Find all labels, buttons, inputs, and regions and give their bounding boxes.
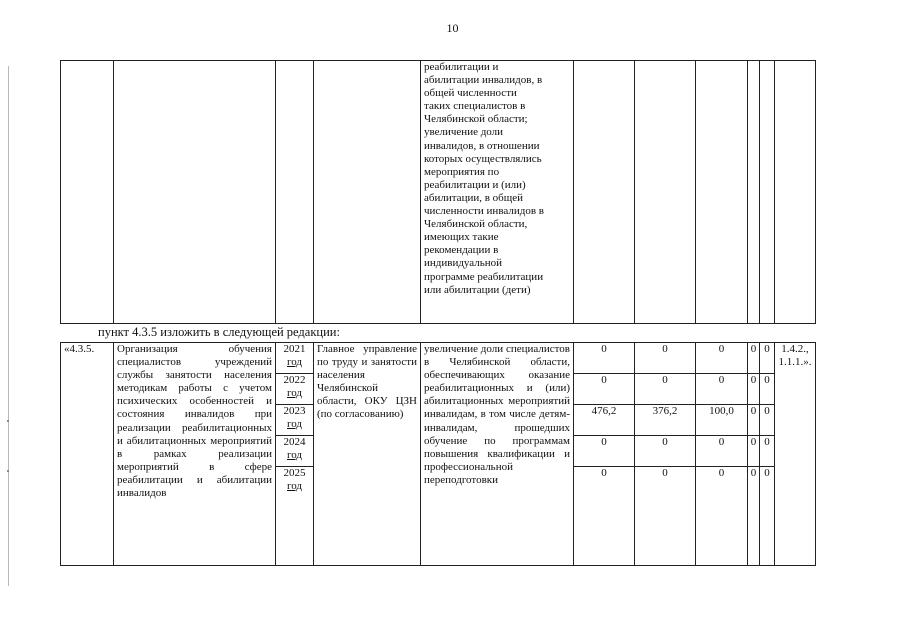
instruction-text: пункт 4.3.5 изложить в следующей редакции:	[98, 325, 340, 339]
value-other: 0	[760, 343, 775, 374]
indicator-line: увеличение доли	[424, 126, 504, 139]
scan-margin-line	[8, 66, 9, 586]
indicator-line: численности инвалидов в	[424, 205, 544, 218]
cell-other	[760, 61, 775, 324]
year-value: 2023	[283, 405, 306, 417]
year-cell	[276, 343, 314, 374]
value-regional: 0	[635, 436, 696, 467]
scan-dot	[7, 470, 9, 472]
activity-table	[60, 342, 816, 566]
indicator-line: абилитации инвалидов, в	[424, 74, 543, 87]
page-number: 10	[446, 21, 459, 35]
row-number: «4.3.5.	[61, 343, 114, 566]
year-cell	[276, 436, 314, 467]
value-regional: 0	[635, 343, 696, 374]
cell-executor	[314, 61, 421, 324]
executor-text: Главное управление по труду и занятости населения Челябинской области, ОКУ ЦЗН (по согласованию)	[314, 343, 421, 566]
indicator-line: общей численности	[424, 87, 517, 100]
table-row	[61, 343, 816, 374]
value-federal: 0	[696, 374, 748, 405]
cell-indicator	[421, 61, 574, 324]
reference-text: 1.4.2., 1.1.1.».	[775, 343, 816, 566]
activity-text: Организация обучения специалистов учреждений службы занятости населения методикам работы с учетом психических особенностей и состояния инвалидов при реализации реабилитационных и абилитационных мероприятий в рамках реализации мероприятий в сфере реабилитации и абилитации инвалидов	[114, 343, 276, 566]
value-federal: 0	[696, 436, 748, 467]
value-federal: 0	[696, 467, 748, 566]
year-cell	[276, 405, 314, 436]
cell-regional	[635, 61, 696, 324]
value-total: 0	[574, 374, 635, 405]
cell-total	[574, 61, 635, 324]
cell-activity	[114, 61, 276, 324]
value-other: 0	[760, 374, 775, 405]
value-regional: 0	[635, 467, 696, 566]
indicator-line: инвалидов, в отношении	[424, 139, 540, 152]
value-local: 0	[748, 343, 760, 374]
year-value: 2024	[283, 436, 306, 448]
cell-number	[61, 61, 114, 324]
value-local: 0	[748, 405, 760, 436]
cell-local	[748, 61, 760, 324]
indicator-line: или абилитации (дети)	[424, 283, 531, 296]
value-local: 0	[748, 467, 760, 566]
indicator-line: мероприятия по	[424, 165, 500, 178]
year-value: 2021	[283, 343, 306, 355]
year-cell	[276, 467, 314, 566]
value-other: 0	[760, 405, 775, 436]
indicator-line: программе реабилитации	[424, 270, 544, 283]
indicator-line: реабилитации и	[424, 61, 499, 73]
indicator-line: реабилитации и (или)	[424, 178, 526, 191]
cell-ref	[775, 61, 816, 324]
value-other: 0	[760, 467, 775, 566]
cell-federal	[696, 61, 748, 324]
value-total: 0	[574, 343, 635, 374]
indicator-line: индивидуальной	[424, 257, 503, 270]
value-regional: 0	[635, 374, 696, 405]
indicator-line: имеющих такие	[424, 231, 499, 244]
year-value: 2022	[283, 374, 306, 386]
value-total: 0	[574, 436, 635, 467]
indicator-line: Челябинской области,	[424, 218, 528, 231]
cell-year	[276, 61, 314, 324]
value-total: 0	[574, 467, 635, 566]
continued-table	[60, 60, 816, 324]
year-unit: год	[286, 418, 303, 430]
indicator-line: которых осуществлялись	[424, 152, 542, 165]
value-total: 476,2	[574, 405, 635, 436]
year-unit: год	[286, 449, 303, 461]
indicator-line: рекомендации в	[424, 244, 499, 257]
indicator-line: абилитации, в общей	[424, 191, 524, 204]
value-federal: 0	[696, 343, 748, 374]
value-federal: 100,0	[696, 405, 748, 436]
value-other: 0	[760, 436, 775, 467]
year-unit: год	[286, 387, 303, 399]
indicator-line: Челябинской области;	[424, 113, 528, 126]
continued-row	[61, 61, 816, 324]
year-value: 2025	[283, 467, 306, 479]
value-local: 0	[748, 374, 760, 405]
year-cell	[276, 374, 314, 405]
year-unit: год	[286, 480, 303, 492]
scan-dot	[7, 420, 9, 422]
year-unit: год	[286, 356, 303, 368]
value-regional: 376,2	[635, 405, 696, 436]
indicator-line: таких специалистов в	[424, 100, 526, 113]
value-local: 0	[748, 436, 760, 467]
indicator-text: увеличение доли специалистов в Челябинской области, обеспечивающих оказание реабилитационных и (или) абилитационных мероприятий инвалидам, в том числе детям-инвалидам, прошедших обучение по программам повышения квалификации и профессиональной переподготовки	[421, 343, 574, 566]
